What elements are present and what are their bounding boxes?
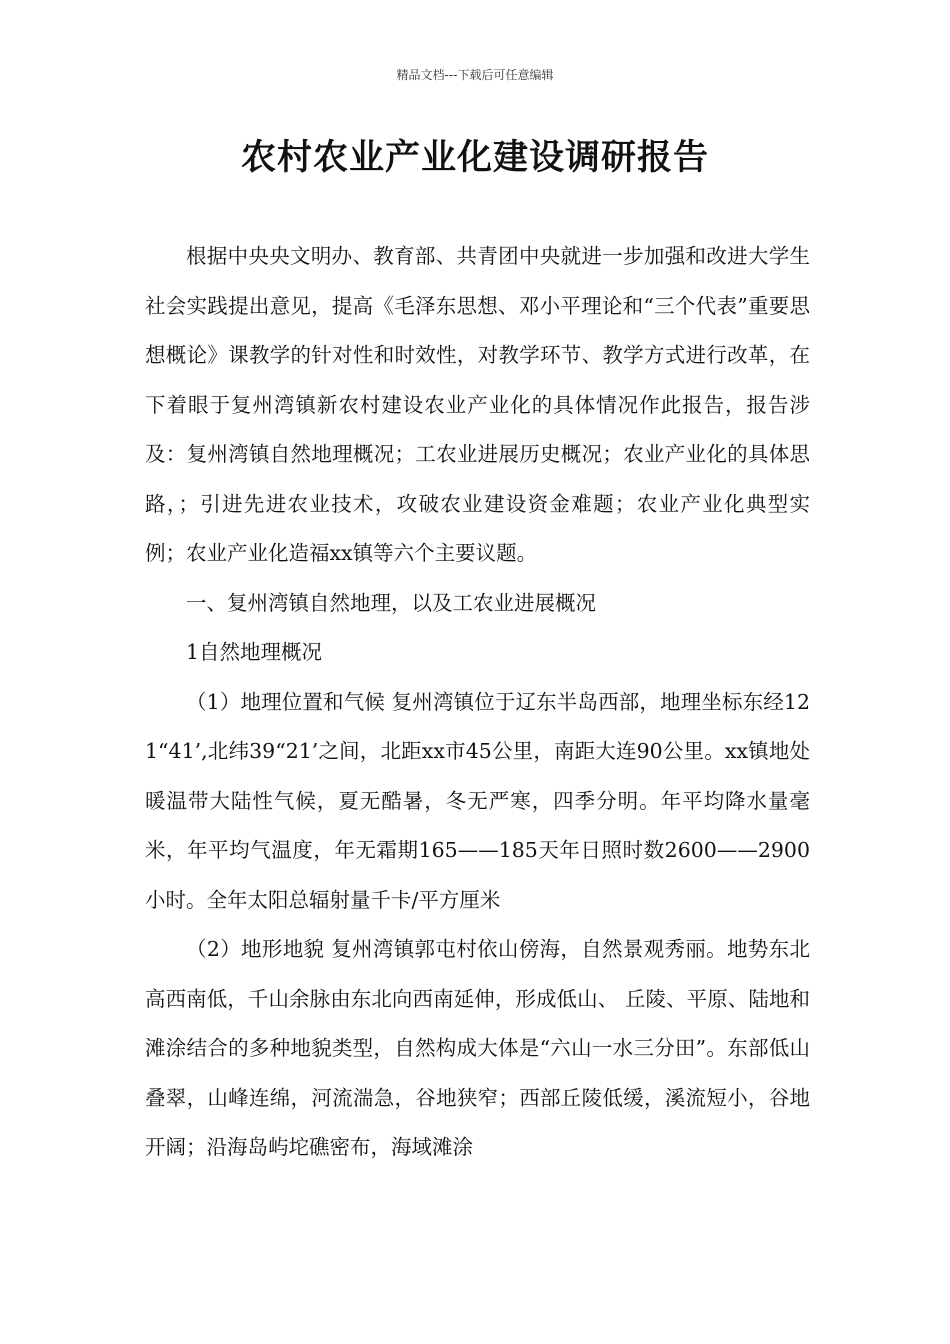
section-heading: 一、复州湾镇自然地理，以及工农业进展概况 xyxy=(186,590,596,615)
location-climate-paragraph: （1）地理位置和气候 复州湾镇位于辽东半岛西部，地理坐标东经121“41’,北纬39“21’之间，北距xx市45公里，南距大连90公里。xx镇地处暖温带大陆性气候，夏无酷暑，冬无严寒，四季分明。年平均降水量毫米，年平均气温度，年无霜期165——185天年日照时数2600——2900小时。全年太阳总辐射量千卡/平方厘米 xyxy=(145,689,810,912)
header-note: 精品文档---下载后可任意编辑 xyxy=(396,68,554,82)
document-title: 农村农业产业化建设调研报告 xyxy=(240,137,709,178)
document-body xyxy=(145,232,810,1173)
terrain-paragraph: （2）地形地貌 复州湾镇郭屯村依山傍海，自然景观秀丽。地势东北高西南低，千山余脉由东北向西南延伸，形成低山、 丘陵、平原、陆地和滩涂结合的多种地貌类型，自然构成大体是“六山一水三分田”。东部低山叠翠，山峰连绵，河流湍急，谷地狭窄；西部丘陵低缓，溪流短小，谷地开阔；沿海岛屿坨礁密布，海域滩涂 xyxy=(145,937,810,1159)
subsection-heading: 1自然地理概况 xyxy=(186,640,323,664)
intro-paragraph: 根据中央央文明办、教育部、共青团中央就进一步加强和改进大学生社会实践提出意见，提高《毛泽东思想、邓小平理论和“三个代表”重要思想概论》课教学的针对性和时效性，对教学环节、教学方式进行改革，在下着眼于复州湾镇新农村建设农业产业化的具体情况作此报告，报告涉及：复州湾镇自然地理概况；工农业进展历史概况；农业产业化的具体思路，；引进先进农业技术，攻破农业建设资金难题；农业产业化典型实例；农业产业化造福xx镇等六个主要议题。 xyxy=(145,244,810,565)
